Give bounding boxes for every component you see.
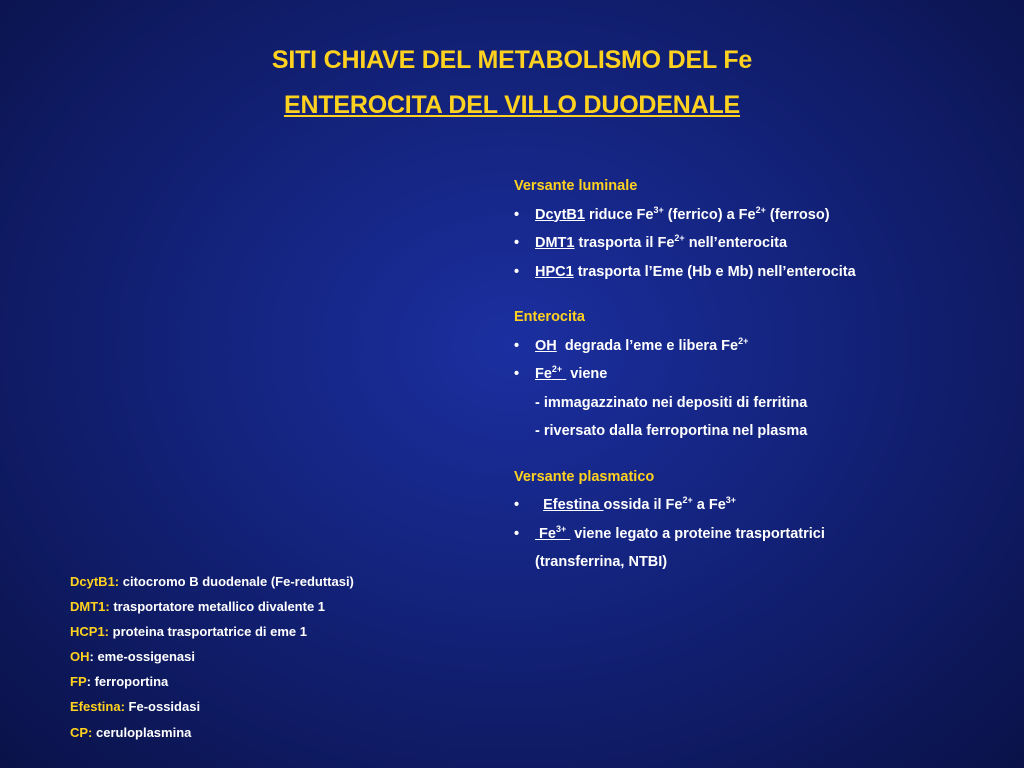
sub-item: - immagazzinato nei depositi di ferritina [535,394,808,411]
superscript: 3+ [653,204,664,215]
text: ossida il Fe [603,497,683,513]
sub-item: - riversato dalla ferroportina nel plasma [535,423,808,439]
term: HPC1 [535,263,574,280]
bullet-icon: • [514,263,520,280]
glossary-term: OH [70,649,90,665]
glossary [70,572,354,748]
glossary-row [70,572,354,597]
glossary-definition: ceruloplasmina [96,724,192,740]
term: DMT1 [535,235,575,251]
glossary-row [70,697,354,722]
section-heading-plasmatico: Versante plasmatico [514,468,655,485]
text: viene legato a proteine trasportatrici [574,525,825,542]
text: degrada l’eme e libera Fe [564,337,739,354]
glossary-term: DMT1: [70,599,110,615]
glossary-row [70,597,354,622]
text: a Fe [696,497,726,513]
list-item [514,522,1014,551]
list-item [514,260,1014,289]
term: $Fe^{2+}$ [535,364,563,382]
list-item [514,362,1014,391]
list-item [514,334,1014,363]
bullet-icon: • [514,366,520,382]
text: riduce Fe [589,206,654,223]
bullet-icon: • [514,235,520,251]
list-item [514,203,1014,232]
superscript: 2+ [755,204,766,215]
superscript: 2+ [682,495,693,505]
text: trasporta l’Eme (Hb e Mb) nell’enterocita [577,263,856,280]
glossary-definition: trasportatore metallico divalente 1 [113,599,326,615]
glossary-term: FP [70,674,87,690]
superscript: 2+ [738,335,749,346]
text: (ferrico) a Fe [667,206,756,223]
glossary-row [70,672,354,697]
glossary-definition: Fe-ossidasi [128,699,201,715]
bullet-icon: • [514,206,520,223]
bullet-icon: • [514,525,520,542]
list-item [514,231,1014,260]
superscript: 2+ [674,233,685,243]
glossary-row [70,622,354,647]
sub-item: (transferrina, NTBI) [535,554,668,570]
glossary-term: DcytB1: [70,574,120,589]
glossary-definition: : ferroportina [86,674,169,690]
glossary-definition: citocromo B duodenale (Fe-reduttasi) [122,574,354,589]
glossary-definition: : eme-ossigenasi [89,649,195,665]
glossary-term: HCP1: [70,624,110,640]
content-panel [514,174,1014,579]
term: OH [535,337,557,354]
glossary-row [70,647,354,672]
term: Efestina [543,497,604,513]
list-item [514,493,1014,522]
slide-title: SITI CHIAVE DEL METABOLISMO DEL Fe [271,46,753,74]
glossary-definition: proteina trasportatrice di eme 1 [112,624,307,640]
glossary-term: Efestina: [70,699,125,715]
bullet-icon: • [514,497,520,513]
term: DcytB1 [535,206,585,223]
text: nell’enterocita [688,235,788,251]
text: trasporta il Fe [578,235,675,251]
superscript: 3+ [725,495,737,505]
term: $Fe^{3+}$ [539,523,567,542]
bullet-icon: • [514,337,520,354]
section-heading-enterocita: Enterocita [514,309,585,325]
slide-subtitle: ENTEROCITA DEL VILLO DUODENALE [283,91,741,119]
text: viene [570,366,608,382]
glossary-term: CP: [70,724,93,740]
section-heading-luminale: Versante luminale [514,178,638,194]
text: (ferroso) [769,206,830,223]
glossary-row [70,723,354,748]
